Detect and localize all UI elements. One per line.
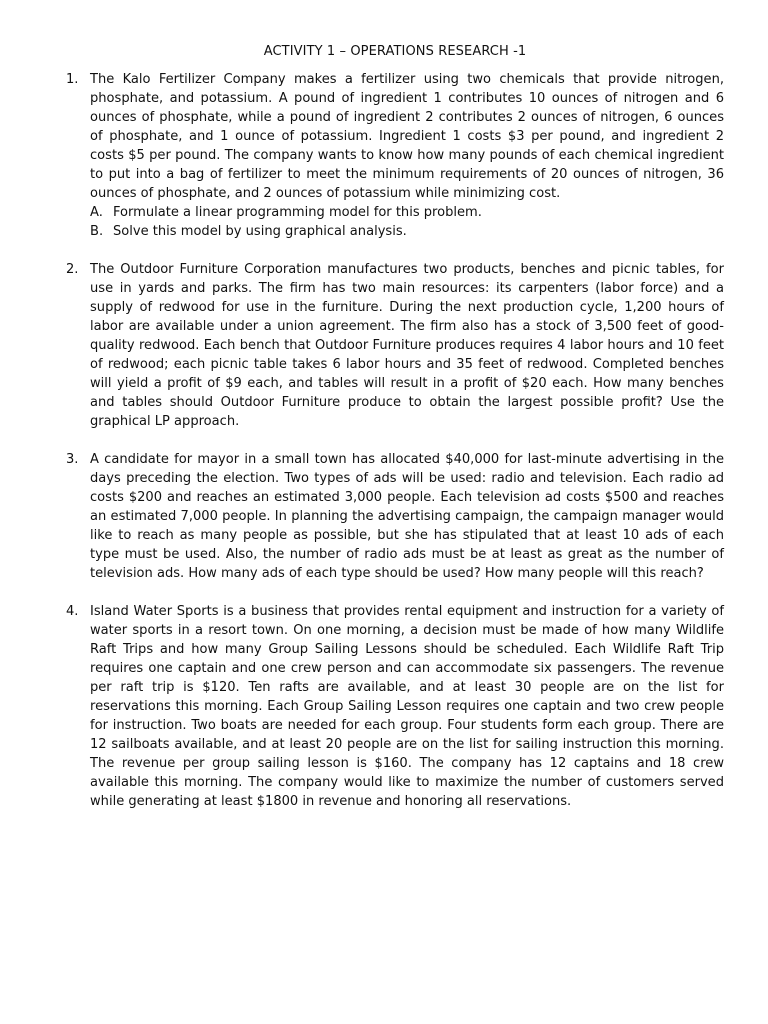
problem-text: Island Water Sports is a business that provides rental equipment and instruction for a variety of water sports in a resort town. On one morning, a decision must be made of how many Wildlife Raft Trips and how many Group Sailing Lessons should be scheduled. Each Wildlife Raft Trip requires one captain and one crew person and can accommodate six passengers. The revenue per raft trip is $120. Ten rafts are available, and at least 30 people are on the list for reservations this morning. Each Group Sailing Lesson requires one captain and two crew people for instruction. Two boats are needed for each group. Four students form each group. There are 12 sailboats available, and at least 20 people are on the list for sailing instruction this morning. The revenue per group sailing lesson is $160. The company has 12 captains and 18 crew available this morning. The company would like to maximize the number of customers served while generating at least $1800 in revenue and honoring all reservations. bbox=[90, 604, 724, 809]
subitem-b bbox=[90, 222, 724, 241]
subitem-text: Formulate a linear programming model for this problem. bbox=[113, 205, 482, 220]
problem-text: A candidate for mayor in a small town has allocated $40,000 for last-minute advertising in the days preceding the election. Two types of ads will be used: radio and television. Each radio ad costs $200 and reaches an estimated 3,000 people. Each television ad costs $500 and reaches an estimated 7,000 people. In planning the advertising campaign, the campaign manager would like to reach as many people as possible, but she has stipulated that at least 10 ads of each type must be used. Also, the number of radio ads must be at least as great as the number of television ads. How many ads of each type should be used? How many people will this reach? bbox=[90, 452, 724, 581]
problem-number: 2. bbox=[66, 262, 79, 277]
problem-item-2 bbox=[66, 260, 724, 431]
problem-text: The Kalo Fertilizer Company makes a fertilizer using two chemicals that provide nitrogen, phosphate, and potassium. A pound of ingredient 1 contributes 10 ounces of nitrogen and 6 ounces of phosphate, while a pound of ingredient 2 contributes 2 ounces of nitrogen, 6 ounces of phosphate, and 1 ounce of potassium. Ingredient 1 costs $3 per pound, and ingredient 2 costs $5 per pound. The company wants to know how many pounds of each chemical ingredient to put into a bag of fertilizer to meet the minimum requirements of 20 ounces of nitrogen, 36 ounces of phosphate, and 2 ounces of potassium while minimizing cost. bbox=[90, 72, 724, 201]
document-title: ACTIVITY 1 – OPERATIONS RESEARCH -1 bbox=[263, 44, 527, 59]
subitem-list bbox=[90, 203, 724, 241]
problem-number: 3. bbox=[66, 452, 79, 467]
problem-item-4 bbox=[66, 602, 724, 811]
problem-item-1 bbox=[66, 70, 724, 241]
subitem-a bbox=[90, 203, 724, 222]
problem-item-3 bbox=[66, 450, 724, 583]
problem-number: 4. bbox=[66, 604, 79, 619]
subitem-letter: B. bbox=[90, 224, 104, 239]
subitem-text: Solve this model by using graphical analysis. bbox=[113, 224, 407, 239]
problem-text: The Outdoor Furniture Corporation manufactures two products, benches and picnic tables, for use in yards and parks. The firm has two main resources: its carpenters (labor force) and a supply of redwood for use in the furniture. During the next production cycle, 1,200 hours of labor are available under a union agreement. The firm also has a stock of 3,500 feet of good-quality redwood. Each bench that Outdoor Furniture produces requires 4 labor hours and 10 feet of redwood; each picnic table takes 6 labor hours and 35 feet of redwood. Completed benches will yield a profit of $9 each, and tables will result in a profit of $20 each. How many benches and tables should Outdoor Furniture produce to obtain the largest possible profit? Use the graphical LP approach. bbox=[90, 262, 724, 429]
problem-number: 1. bbox=[66, 72, 79, 87]
subitem-letter: A. bbox=[90, 205, 103, 220]
problem-list bbox=[66, 70, 724, 811]
